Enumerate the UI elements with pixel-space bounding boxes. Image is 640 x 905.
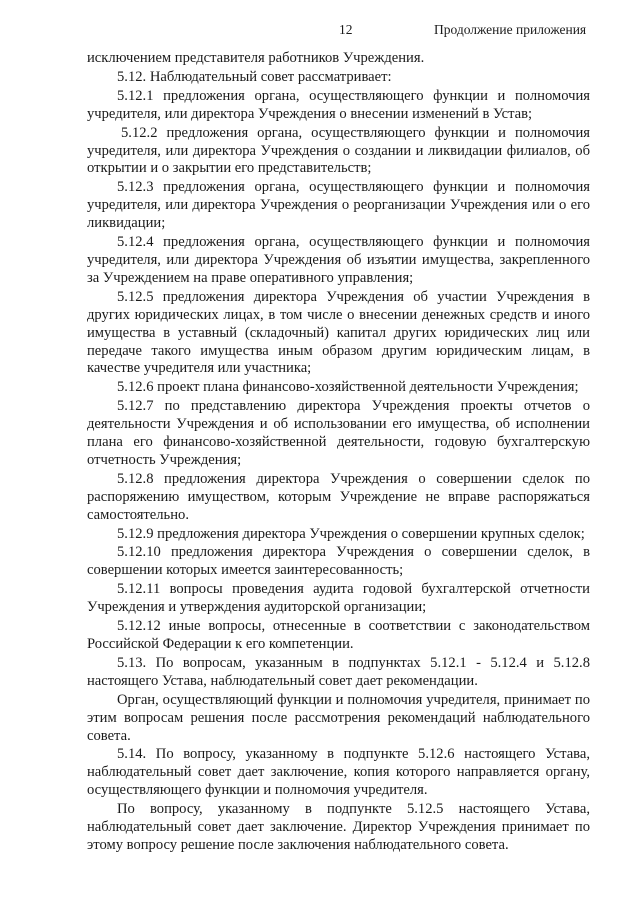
paragraph: 5.14. По вопросу, указанному в подпункте 5.12.6 настоящего Устава, наблюдательный совет дает заключение, копия которого направляется органу, осуществляющего функции и полномочия учредителя. xyxy=(87,746,590,799)
page-number: 12 xyxy=(339,22,353,37)
paragraph: исключением представителя работников Учреждения. xyxy=(87,50,425,66)
paragraph: По вопросу, указанному в подпункте 5.12.5 настоящего Устава, наблюдательный совет дает заключение. Директор Учреждения принимает по этому вопросу решение после заключения наблюдательного совета. xyxy=(87,801,590,853)
paragraph: 5.12.10 предложения директора Учреждения о совершении сделок, в совершении которых имеется заинтересованность; xyxy=(87,544,590,579)
paragraph: 5.12.2 предложения органа, осуществляющего функции и полномочия учредителя, или директора Учреждения о создании и ликвидации филиалов, об открытии и о закрытии его представительств; xyxy=(87,124,590,177)
paragraph: 5.12.8 предложения директора Учреждения о совершении сделок по распоряжению имуществом, которым Учреждение не вправе распоряжаться самостоятельно. xyxy=(87,470,590,523)
paragraph: 5.12.3 предложения органа, осуществляющего функции и полномочия учредителя, или директора Учреждения о реорганизации Учреждения или о его ликвидации; xyxy=(87,179,590,232)
paragraph: 5.12.4 предложения органа, осуществляющего функции и полномочия учредителя, или директора Учреждения об изъятии имущества, закрепленного за Учреждением на праве оперативного управления; xyxy=(87,234,590,286)
paragraph: 5.12.1 предложения органа, осуществляющего функции и полномочия учредителя, или директора Учреждения о внесении изменений в Устав; xyxy=(87,87,590,122)
paragraph: 5.12.11 вопросы проведения аудита годовой бухгалтерской отчетности Учреждения и утверждения аудиторской организации; xyxy=(87,581,590,616)
continuation-label: Продолжение приложения xyxy=(434,22,587,37)
paragraph: 5.12.9 предложения директора Учреждения о совершении крупных сделок; xyxy=(117,525,585,542)
paragraph: 5.12.7 по представлению директора Учреждения проекты отчетов о деятельности Учреждения и об использовании его имущества, об исполнении плана его финансово-хозяйственной деятельности, годовую бухгалтерскую отчетность Учреждения; xyxy=(87,398,590,468)
paragraph: Орган, осуществляющий функции и полномочия учредителя, принимает по этим вопросам решения после рассмотрения рекомендаций наблюдательного совета. xyxy=(87,691,590,744)
paragraph: 5.13. По вопросам, указанным в подпунктах 5.12.1 - 5.12.4 и 5.12.8 настоящего Устава, наблюдательный совет дает рекомендации. xyxy=(87,654,590,689)
paragraph: 5.12.6 проект плана финансово-хозяйственной деятельности Учреждения; xyxy=(117,379,579,396)
paragraph: 5.12. Наблюдательный совет рассматривает: xyxy=(117,68,392,85)
paragraph: 5.12.12 иные вопросы, отнесенные в соответствии с законодательством Российской Федерации к его компетенции. xyxy=(87,618,590,652)
document-body xyxy=(87,50,590,856)
page-header xyxy=(0,22,640,42)
paragraph: 5.12.5 предложения директора Учреждения об участии Учреждения в других юридических лицах, в том числе о внесении денежных средств и иного имущества в уставный (складочный) капитал других юридических лиц или передаче такого имущества иным образом другим юридическим лицам, в качестве учредителя или участника; xyxy=(87,288,590,377)
